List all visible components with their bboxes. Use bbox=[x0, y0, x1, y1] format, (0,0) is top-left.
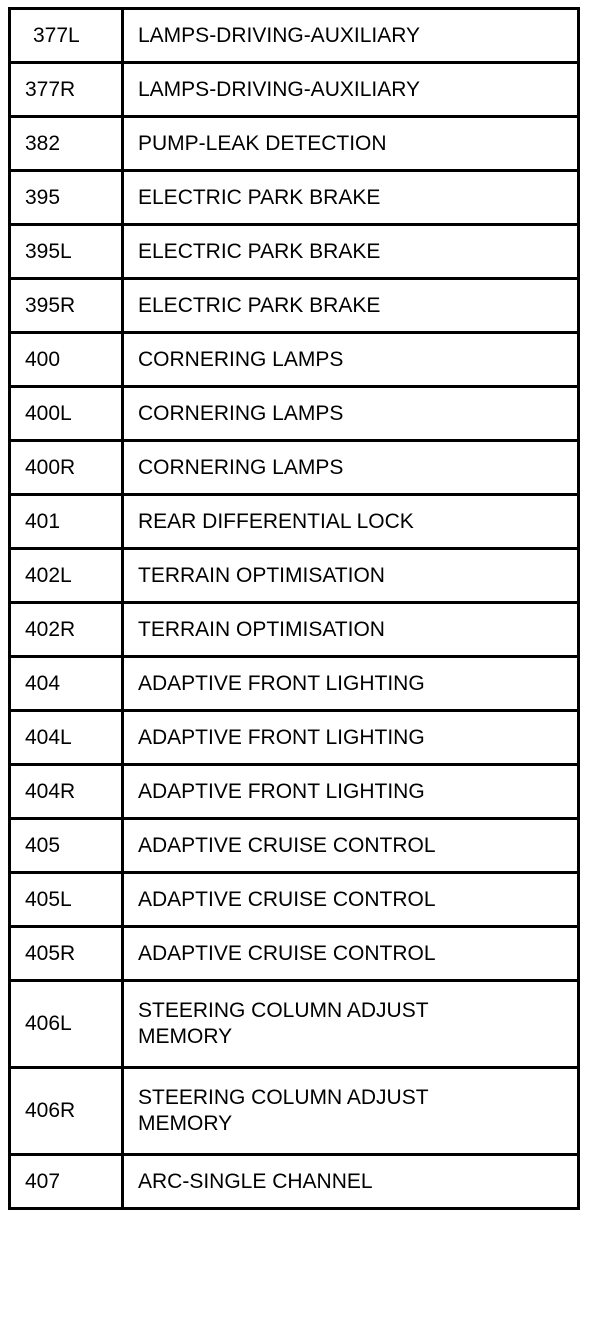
code-cell: 377L bbox=[10, 9, 123, 63]
code-cell: 406L bbox=[10, 981, 123, 1068]
description-cell: CORNERING LAMPS bbox=[123, 333, 579, 387]
table-row bbox=[10, 765, 579, 819]
table-row bbox=[10, 819, 579, 873]
description-cell: REAR DIFFERENTIAL LOCK bbox=[123, 495, 579, 549]
table-row bbox=[10, 927, 579, 981]
description-cell: ADAPTIVE FRONT LIGHTING bbox=[123, 711, 579, 765]
code-cell: 404R bbox=[10, 765, 123, 819]
table-row bbox=[10, 117, 579, 171]
code-cell: 405L bbox=[10, 873, 123, 927]
table-body bbox=[10, 9, 579, 1209]
table-row bbox=[10, 63, 579, 117]
table-row bbox=[10, 279, 579, 333]
code-cell: 407 bbox=[10, 1155, 123, 1209]
code-cell: 404L bbox=[10, 711, 123, 765]
table-row bbox=[10, 1068, 579, 1155]
table-row bbox=[10, 657, 579, 711]
description-cell: ELECTRIC PARK BRAKE bbox=[123, 225, 579, 279]
description-cell: CORNERING LAMPS bbox=[123, 387, 579, 441]
table-row bbox=[10, 549, 579, 603]
table-row bbox=[10, 711, 579, 765]
description-cell: ARC-SINGLE CHANNEL bbox=[123, 1155, 579, 1209]
description-cell: CORNERING LAMPS bbox=[123, 441, 579, 495]
code-cell: 377R bbox=[10, 63, 123, 117]
table-row bbox=[10, 1155, 579, 1209]
description-cell: LAMPS-DRIVING-AUXILIARY bbox=[123, 9, 579, 63]
code-cell: 402R bbox=[10, 603, 123, 657]
code-cell: 382 bbox=[10, 117, 123, 171]
table-row bbox=[10, 9, 579, 63]
table-row bbox=[10, 981, 579, 1068]
code-cell: 402L bbox=[10, 549, 123, 603]
description-cell: ELECTRIC PARK BRAKE bbox=[123, 279, 579, 333]
table-row bbox=[10, 225, 579, 279]
code-cell: 406R bbox=[10, 1068, 123, 1155]
table-row bbox=[10, 495, 579, 549]
table-row bbox=[10, 603, 579, 657]
table-row bbox=[10, 387, 579, 441]
code-cell: 400 bbox=[10, 333, 123, 387]
table-row bbox=[10, 333, 579, 387]
code-cell: 400L bbox=[10, 387, 123, 441]
description-cell: STEERING COLUMN ADJUST MEMORY bbox=[123, 981, 579, 1068]
description-cell: ADAPTIVE CRUISE CONTROL bbox=[123, 819, 579, 873]
table-row bbox=[10, 441, 579, 495]
code-cell: 395R bbox=[10, 279, 123, 333]
description-cell: STEERING COLUMN ADJUST MEMORY bbox=[123, 1068, 579, 1155]
description-cell: ADAPTIVE FRONT LIGHTING bbox=[123, 765, 579, 819]
table-row bbox=[10, 171, 579, 225]
description-cell: PUMP-LEAK DETECTION bbox=[123, 117, 579, 171]
code-cell: 395L bbox=[10, 225, 123, 279]
code-cell: 404 bbox=[10, 657, 123, 711]
description-cell: ADAPTIVE CRUISE CONTROL bbox=[123, 873, 579, 927]
description-cell: ADAPTIVE FRONT LIGHTING bbox=[123, 657, 579, 711]
description-cell: ADAPTIVE CRUISE CONTROL bbox=[123, 927, 579, 981]
code-cell: 405R bbox=[10, 927, 123, 981]
code-cell: 401 bbox=[10, 495, 123, 549]
table-row bbox=[10, 873, 579, 927]
circuit-code-table bbox=[8, 7, 580, 1210]
code-cell: 405 bbox=[10, 819, 123, 873]
description-cell: ELECTRIC PARK BRAKE bbox=[123, 171, 579, 225]
code-cell: 395 bbox=[10, 171, 123, 225]
description-cell: TERRAIN OPTIMISATION bbox=[123, 549, 579, 603]
description-cell: LAMPS-DRIVING-AUXILIARY bbox=[123, 63, 579, 117]
code-cell: 400R bbox=[10, 441, 123, 495]
description-cell: TERRAIN OPTIMISATION bbox=[123, 603, 579, 657]
